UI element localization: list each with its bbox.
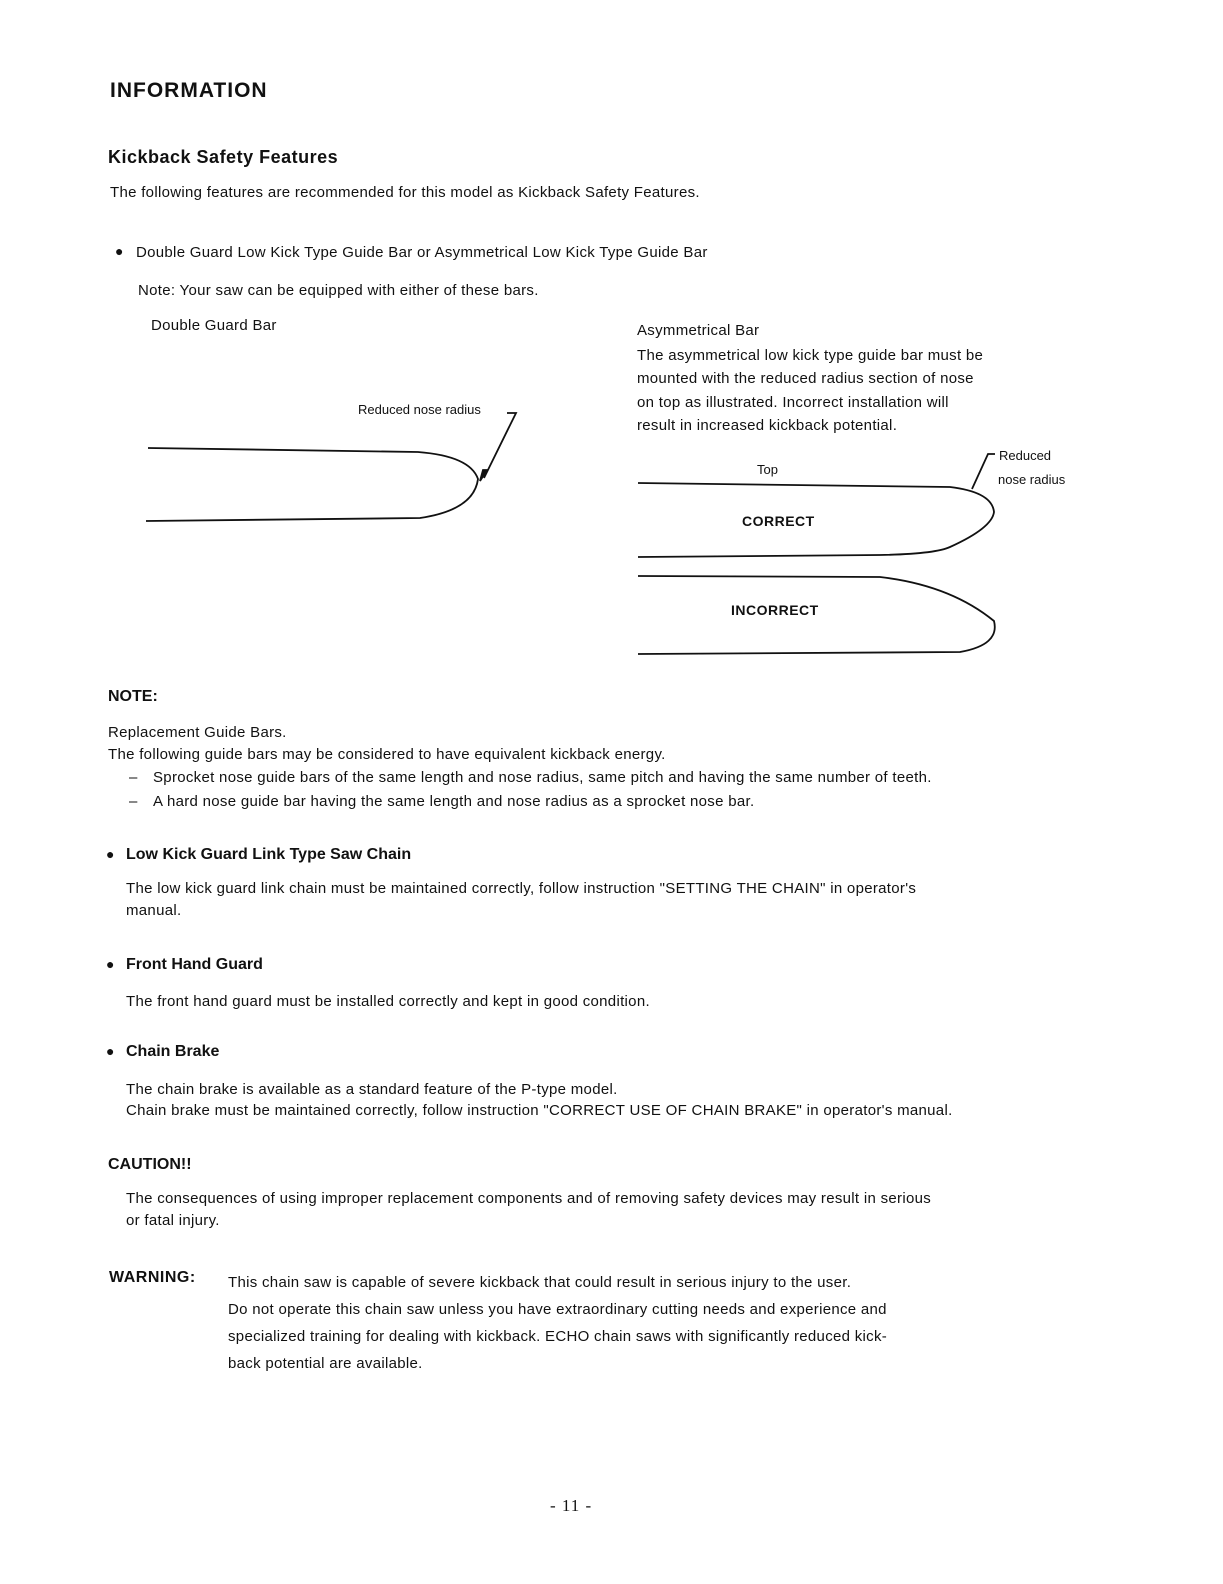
section-title: Kickback Safety Features bbox=[108, 147, 339, 167]
correct-bar-outline bbox=[638, 483, 994, 557]
incorrect-bar-outline bbox=[638, 576, 995, 654]
caution-line2: or fatal injury. bbox=[126, 1212, 220, 1229]
note-dash: – bbox=[129, 793, 138, 810]
front-guard-heading: Front Hand Guard bbox=[126, 956, 263, 973]
asym-callout-line bbox=[972, 454, 995, 489]
bullet-icon: ● bbox=[106, 1043, 115, 1059]
intro-text: The following features are recommended for this model as Kickback Safety Features. bbox=[110, 184, 700, 201]
guide-bar-diagrams bbox=[0, 0, 1223, 700]
asym-callout-line1: Reduced bbox=[999, 448, 1052, 463]
warning-body bbox=[228, 1269, 1028, 1377]
caution-heading: CAUTION!! bbox=[108, 1156, 192, 1173]
low-kick-heading: Low Kick Guard Link Type Saw Chain bbox=[126, 846, 412, 863]
page-number: - 11 - bbox=[550, 1496, 593, 1515]
front-guard-body: The front hand guard must be installed correctly and kept in good condition. bbox=[126, 993, 650, 1010]
warning-line: This chain saw is capable of severe kickback that could result in serious injury to the user. bbox=[228, 1274, 852, 1291]
correct-label: CORRECT bbox=[742, 513, 815, 529]
guide-bar-heading: Double Guard Low Kick Type Guide Bar or Asymmetrical Low Kick Type Guide Bar bbox=[136, 244, 708, 261]
chain-brake-heading: Chain Brake bbox=[126, 1043, 220, 1060]
note-heading: NOTE: bbox=[108, 688, 158, 705]
bullet-icon: ● bbox=[106, 846, 115, 862]
asym-desc-line: result in increased kickback potential. bbox=[637, 417, 898, 434]
note-line1: Replacement Guide Bars. bbox=[108, 724, 287, 741]
double-guard-bar-outline bbox=[146, 448, 478, 521]
double-guard-callout: Reduced nose radius bbox=[358, 402, 481, 417]
bullet-icon: ● bbox=[106, 956, 115, 972]
asym-callout-line2: nose radius bbox=[998, 472, 1066, 487]
double-guard-callout-line bbox=[484, 413, 516, 478]
warning-line: back potential are available. bbox=[228, 1355, 423, 1372]
page-title: INFORMATION bbox=[110, 79, 268, 102]
chain-brake-line2: Chain brake must be maintained correctly, follow instruction "CORRECT USE OF CHAIN BRAKE" in operator's manual. bbox=[126, 1102, 953, 1119]
note-item: Sprocket nose guide bars of the same length and nose radius, same pitch and having the same number of teeth. bbox=[153, 769, 932, 786]
asym-label: Asymmetrical Bar bbox=[637, 322, 760, 339]
double-guard-label: Double Guard Bar bbox=[151, 317, 277, 334]
note-dash: – bbox=[129, 769, 138, 786]
caution-line1: The consequences of using improper replacement components and of removing safety devices may result in serious bbox=[126, 1190, 932, 1207]
bullet-icon: ● bbox=[115, 243, 124, 259]
note-item: A hard nose guide bar having the same length and nose radius as a sprocket nose bar. bbox=[153, 793, 755, 810]
asym-desc-line: The asymmetrical low kick type guide bar must be bbox=[637, 347, 984, 364]
asym-desc-line: on top as illustrated. Incorrect installation will bbox=[637, 394, 949, 411]
chain-brake-line1: The chain brake is available as a standard feature of the P-type model. bbox=[126, 1081, 618, 1098]
asym-desc-line: mounted with the reduced radius section of nose bbox=[637, 370, 974, 387]
low-kick-line1: The low kick guard link chain must be maintained correctly, follow instruction "SETTING THE CHAIN" in operator's bbox=[126, 880, 917, 897]
incorrect-label: INCORRECT bbox=[731, 602, 819, 618]
warning-line: Do not operate this chain saw unless you have extraordinary cutting needs and experience and bbox=[228, 1301, 887, 1318]
warning-label: WARNING: bbox=[109, 1269, 196, 1286]
guide-bar-note: Note: Your saw can be equipped with either of these bars. bbox=[138, 282, 539, 299]
top-label: Top bbox=[757, 462, 778, 477]
warning-line: specialized training for dealing with kickback. ECHO chain saws with significantly reduced kick- bbox=[228, 1328, 888, 1345]
note-line2: The following guide bars may be considered to have equivalent kickback energy. bbox=[108, 746, 666, 763]
low-kick-line2: manual. bbox=[126, 902, 182, 919]
